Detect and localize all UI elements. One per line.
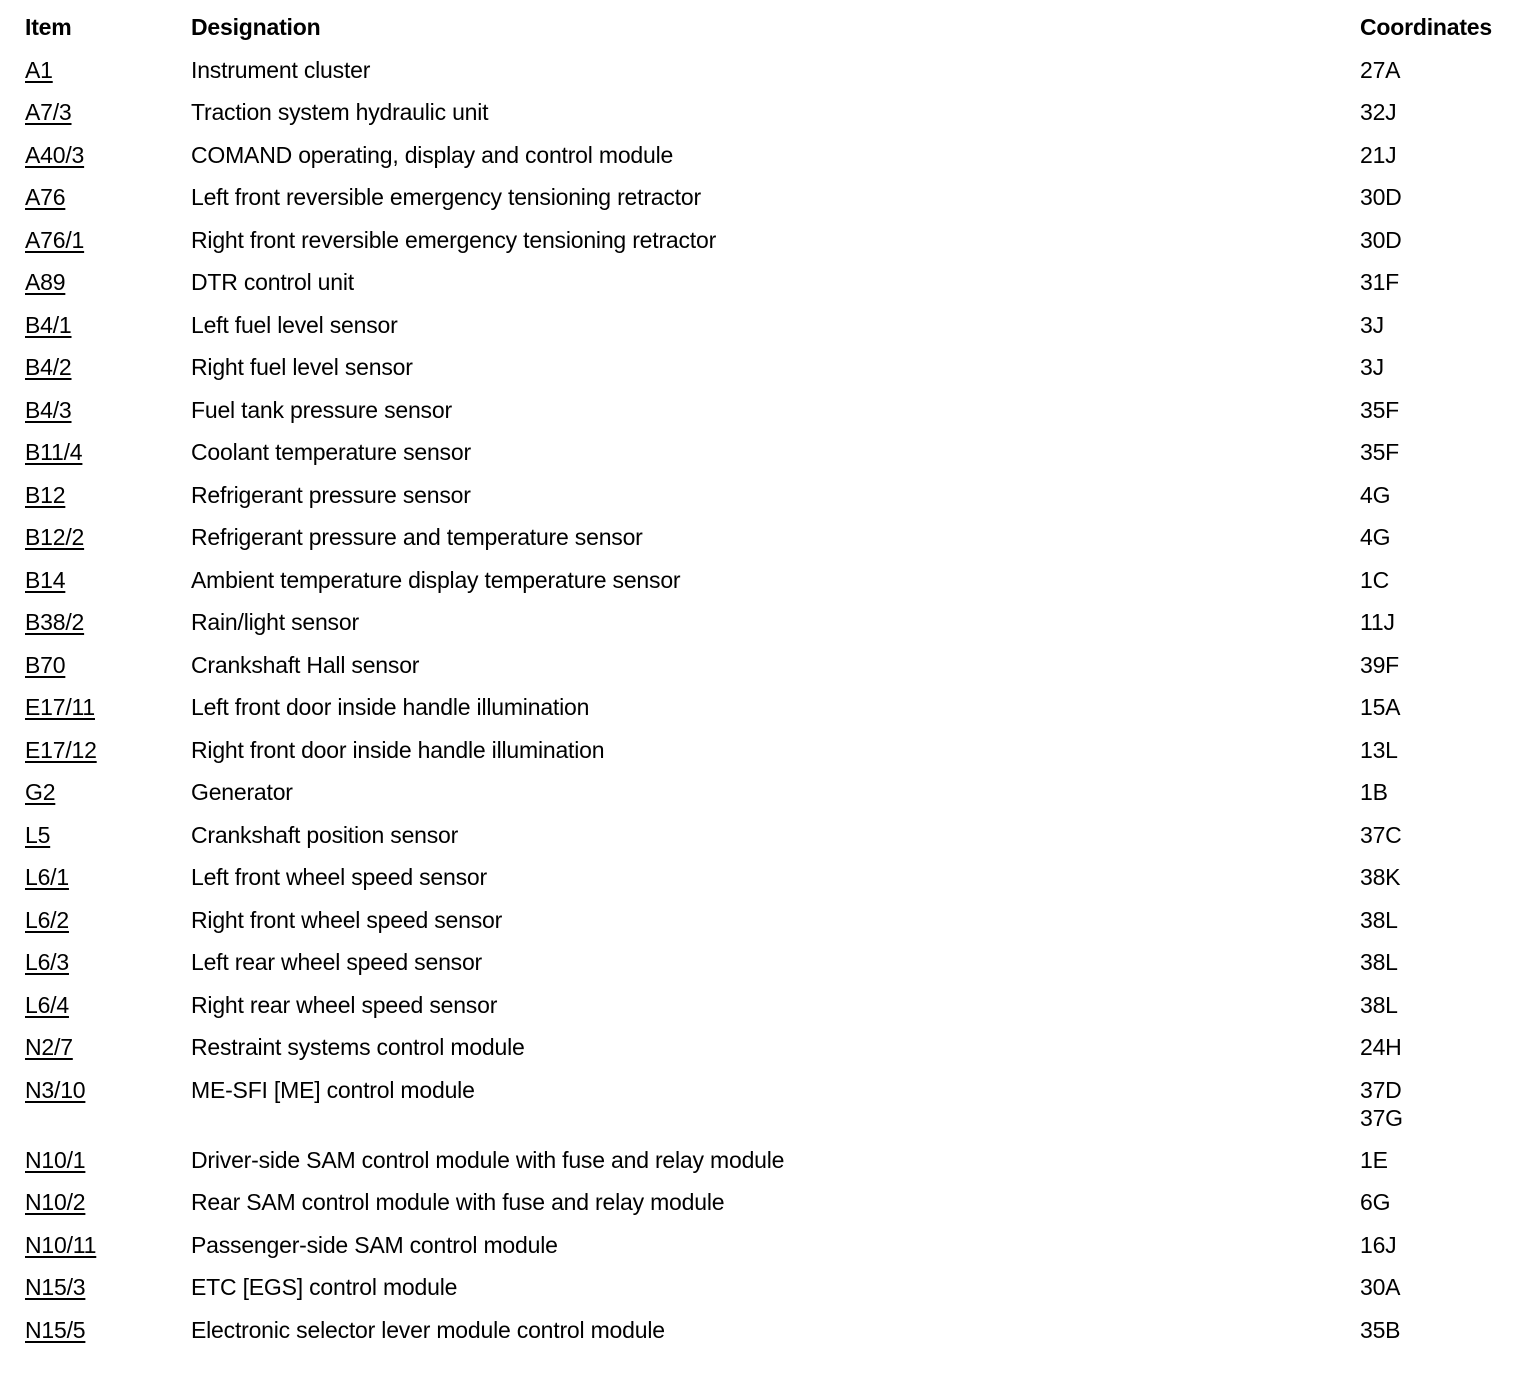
coordinates-cell: [1360, 778, 1515, 806]
item-cell: [25, 1188, 191, 1216]
item-cell: [25, 311, 191, 339]
table-row: [25, 863, 1515, 906]
item-link[interactable]: E17/12: [25, 736, 97, 763]
designation-cell: Left fuel level sensor: [191, 311, 398, 338]
designation-cell: Traction system hydraulic unit: [191, 99, 489, 125]
designation-cell: COMAND operating, display and control module: [191, 141, 674, 168]
designation-cell: DTR control unit: [191, 269, 354, 295]
designation-cell: Generator: [191, 779, 293, 805]
item-link[interactable]: A76: [25, 184, 66, 210]
item-link[interactable]: B12: [25, 481, 66, 508]
coordinates-cell: [1360, 1188, 1515, 1216]
table-header-row: [25, 13, 1515, 56]
coordinate-value: 24H: [1360, 1034, 1402, 1060]
designation-cell: Driver-side SAM control module with fuse and relay module: [191, 1146, 785, 1173]
coordinates-cell: [1360, 226, 1515, 254]
coordinates-cell: [1360, 1146, 1515, 1174]
component-legend-table: [25, 13, 1515, 1358]
item-link[interactable]: L6/4: [25, 991, 69, 1018]
coordinate-value: 38L: [1360, 991, 1398, 1018]
designation-cell: Restraint systems control module: [191, 1034, 525, 1060]
item-cell: [25, 821, 191, 849]
coordinate-value: 37C: [1360, 821, 1402, 848]
designation-cell: Right front reversible emergency tensioning retractor: [191, 226, 717, 253]
table-row: [25, 523, 1515, 566]
item-link[interactable]: A40/3: [25, 141, 85, 168]
table-row: [25, 608, 1515, 651]
coordinates-cell: [1360, 141, 1515, 169]
item-cell: [25, 651, 191, 679]
coordinate-value: 37D: [1360, 1076, 1402, 1103]
table-row: [25, 906, 1515, 949]
coordinate-value: 4G: [1360, 524, 1391, 550]
designation-cell: Right rear wheel speed sensor: [191, 991, 498, 1018]
item-link[interactable]: A1: [25, 56, 53, 83]
coordinates-cell: [1360, 1316, 1515, 1344]
item-link[interactable]: B70: [25, 651, 66, 678]
table-row: [25, 1273, 1515, 1316]
item-cell: [25, 268, 191, 296]
designation-cell: Rear SAM control module with fuse and relay module: [191, 1189, 725, 1215]
item-cell: [25, 353, 191, 381]
item-link[interactable]: L6/3: [25, 949, 69, 975]
designation-cell: Passenger-side SAM control module: [191, 1231, 558, 1258]
table-row: [25, 98, 1515, 141]
table-row: [25, 651, 1515, 694]
item-link[interactable]: B38/2: [25, 609, 85, 635]
designation-cell: Left front wheel speed sensor: [191, 864, 487, 890]
designation-cell: Ambient temperature display temperature sensor: [191, 566, 681, 593]
coordinate-value: 6G: [1360, 1189, 1391, 1215]
coordinate-value: 1E: [1360, 1146, 1388, 1173]
coordinate-value: 21J: [1360, 141, 1397, 168]
designation-cell: Crankshaft Hall sensor: [191, 651, 420, 678]
coordinates-cell: [1360, 863, 1515, 891]
coordinates-cell: [1360, 821, 1515, 849]
item-cell: [25, 1033, 191, 1061]
table-row: [25, 778, 1515, 821]
table-row: [25, 948, 1515, 991]
item-link[interactable]: N10/2: [25, 1189, 86, 1215]
item-link[interactable]: N15/3: [25, 1274, 86, 1300]
item-cell: [25, 56, 191, 84]
item-link[interactable]: A89: [25, 269, 66, 295]
coordinate-value: 3J: [1360, 311, 1384, 338]
designation-cell: ME-SFI [ME] control module: [191, 1076, 475, 1103]
coordinate-value: 31F: [1360, 269, 1400, 295]
coordinate-value: 3J: [1360, 354, 1384, 380]
item-link[interactable]: B4/3: [25, 396, 72, 423]
item-link[interactable]: N10/1: [25, 1146, 86, 1173]
coordinates-cell: [1360, 1076, 1515, 1132]
item-cell: [25, 566, 191, 594]
coordinates-cell: [1360, 56, 1515, 84]
item-link[interactable]: A76/1: [25, 226, 85, 253]
item-cell: [25, 736, 191, 764]
coordinates-cell: [1360, 566, 1515, 594]
item-link[interactable]: L5: [25, 821, 51, 848]
item-link[interactable]: B14: [25, 566, 66, 593]
table-row: [25, 1188, 1515, 1231]
item-cell: [25, 1273, 191, 1301]
item-link[interactable]: N3/10: [25, 1076, 86, 1103]
coordinates-cell: [1360, 736, 1515, 764]
table-row: [25, 566, 1515, 609]
coordinate-value: 13L: [1360, 736, 1398, 763]
coordinates-cell: [1360, 311, 1515, 339]
item-cell: [25, 1076, 191, 1104]
table-row: [25, 353, 1515, 396]
coordinates-cell: [1360, 651, 1515, 679]
table-row: [25, 311, 1515, 354]
item-cell: [25, 226, 191, 254]
coordinate-value: 39F: [1360, 651, 1400, 678]
item-link[interactable]: B4/1: [25, 311, 72, 338]
item-cell: [25, 863, 191, 891]
item-link[interactable]: B11/4: [25, 439, 83, 465]
item-link[interactable]: A7/3: [25, 99, 72, 125]
item-cell: [25, 396, 191, 424]
table-row: [25, 1146, 1515, 1189]
table-row: [25, 438, 1515, 481]
coordinate-value: 30D: [1360, 226, 1402, 253]
item-link[interactable]: N10/11: [25, 1231, 97, 1258]
table-row: [25, 141, 1515, 184]
table-row: [25, 183, 1515, 226]
item-cell: [25, 778, 191, 806]
item-cell: [25, 906, 191, 934]
item-link[interactable]: B4/2: [25, 354, 72, 380]
item-cell: [25, 1231, 191, 1259]
item-cell: [25, 481, 191, 509]
table-row: [25, 226, 1515, 269]
designation-cell: Right front door inside handle illumination: [191, 736, 605, 763]
table-row: [25, 1033, 1515, 1076]
coordinates-cell: [1360, 353, 1515, 381]
coordinate-value: 38K: [1360, 864, 1401, 890]
coordinate-value: 27A: [1360, 56, 1401, 83]
item-cell: [25, 693, 191, 721]
designation-cell: Refrigerant pressure and temperature sensor: [191, 524, 643, 550]
item-cell: [25, 948, 191, 976]
coordinates-cell: [1360, 523, 1515, 551]
coordinates-cell: [1360, 906, 1515, 934]
item-link[interactable]: N2/7: [25, 1034, 73, 1060]
coordinates-cell: [1360, 608, 1515, 636]
item-link[interactable]: G2: [25, 779, 56, 805]
coordinates-cell: [1360, 1033, 1515, 1061]
item-link[interactable]: B12/2: [25, 524, 85, 550]
coordinate-value: 35B: [1360, 1316, 1401, 1343]
designation-cell: Electronic selector lever module control module: [191, 1316, 665, 1343]
coordinate-value: 1B: [1360, 779, 1388, 805]
item-cell: [25, 98, 191, 126]
coordinates-cell: [1360, 1273, 1515, 1301]
item-link[interactable]: E17/11: [25, 694, 95, 720]
designation-cell: Crankshaft position sensor: [191, 821, 459, 848]
coordinates-cell: [1360, 948, 1515, 976]
coordinate-value: 15A: [1360, 694, 1401, 720]
coordinates-cell: [1360, 438, 1515, 466]
table-row: [25, 268, 1515, 311]
designation-cell: Instrument cluster: [191, 56, 371, 83]
item-cell: [25, 183, 191, 211]
coordinates-cell: [1360, 1231, 1515, 1259]
item-cell: [25, 438, 191, 466]
coordinate-value: 30D: [1360, 184, 1402, 210]
item-link[interactable]: L6/1: [25, 864, 69, 890]
coordinates-cell: [1360, 268, 1515, 296]
table-row: [25, 1076, 1515, 1146]
table-row: [25, 736, 1515, 779]
coordinate-value: 11J: [1360, 609, 1395, 635]
item-link[interactable]: N15/5: [25, 1316, 86, 1343]
item-cell: [25, 991, 191, 1019]
item-cell: [25, 1316, 191, 1344]
designation-cell: Right front wheel speed sensor: [191, 906, 503, 933]
item-column-header: Item: [25, 14, 72, 40]
coordinates-cell: [1360, 98, 1515, 126]
table-row: [25, 1316, 1515, 1359]
designation-cell: Left rear wheel speed sensor: [191, 949, 483, 975]
coordinates-cell: [1360, 481, 1515, 509]
table-body: [25, 56, 1515, 1359]
table-row: [25, 991, 1515, 1034]
item-cell: [25, 523, 191, 551]
item-cell: [25, 608, 191, 636]
designation-cell: ETC [EGS] control module: [191, 1274, 458, 1300]
coordinates-cell: [1360, 991, 1515, 1019]
designation-cell: Fuel tank pressure sensor: [191, 396, 452, 423]
coordinate-value: 30A: [1360, 1274, 1401, 1300]
coordinate-value: 16J: [1360, 1231, 1397, 1258]
coordinate-value: 32J: [1360, 99, 1397, 125]
designation-cell: Rain/light sensor: [191, 609, 359, 635]
designation-cell: Right fuel level sensor: [191, 354, 413, 380]
coordinates-column-header: Coordinates: [1360, 14, 1492, 40]
designation-cell: Left front door inside handle illumination: [191, 694, 590, 720]
table-row: [25, 693, 1515, 736]
item-cell: [25, 141, 191, 169]
table-row: [25, 821, 1515, 864]
coordinates-cell: [1360, 396, 1515, 424]
item-cell: [25, 1146, 191, 1174]
coordinates-cell: [1360, 693, 1515, 721]
item-link[interactable]: L6/2: [25, 906, 69, 933]
coordinate-value: 37G: [1360, 1104, 1403, 1131]
designation-column-header: Designation: [191, 14, 321, 40]
coordinate-value: 35F: [1360, 396, 1400, 423]
table-row: [25, 481, 1515, 524]
table-row: [25, 56, 1515, 99]
table-row: [25, 1231, 1515, 1274]
designation-cell: Left front reversible emergency tensioning retractor: [191, 184, 701, 210]
designation-cell: Coolant temperature sensor: [191, 439, 471, 465]
coordinates-cell: [1360, 183, 1515, 211]
designation-cell: Refrigerant pressure sensor: [191, 481, 471, 508]
table-row: [25, 396, 1515, 439]
coordinate-value: 38L: [1360, 906, 1398, 933]
coordinate-value: 35F: [1360, 439, 1400, 465]
coordinate-value: 4G: [1360, 481, 1391, 508]
coordinate-value: 38L: [1360, 949, 1398, 975]
coordinate-value: 1C: [1360, 566, 1390, 593]
